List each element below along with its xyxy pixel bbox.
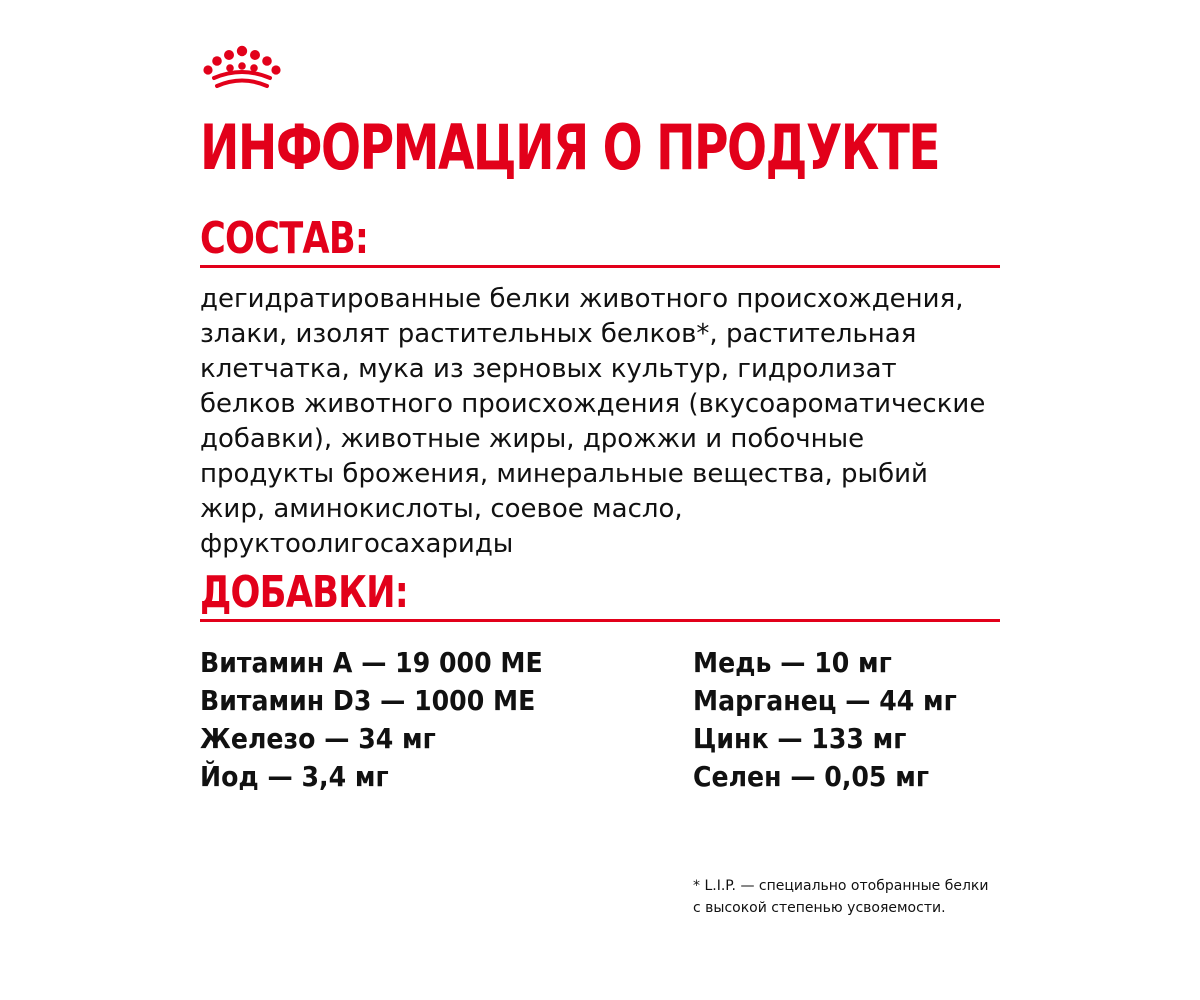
additives-heading: ДОБАВКИ: — [200, 567, 409, 618]
footnote — [693, 875, 1013, 919]
additive-item: Селен — 0,05 мг — [693, 760, 930, 793]
additive-item: Медь — 10 мг — [693, 646, 892, 679]
composition-text: дегидратированные белки животного происхождения, злаки, изолят растительных белков*, растительная клетчатка, мука из зерновых культур, гидролизат белков животного происхождения (вкусоароматические добавки), животные жиры, дрожжи и побочные продукты брожения, минеральные вещества, рыбий жир, аминокислоты, соевое масло, фруктоолигосахариды — [200, 284, 986, 559]
additive-item: Железо — 34 мг — [200, 722, 436, 755]
additive-item: Цинк — 133 мг — [693, 722, 907, 755]
additive-item: Марганец — 44 мг — [693, 684, 957, 717]
additives-divider — [200, 619, 1000, 622]
page-title: ИНФОРМАЦИЯ О ПРОДУКТЕ — [200, 111, 940, 184]
footnote-line: с высокой степенью усвояемости. — [693, 900, 946, 916]
footnote-line: * L.I.P. — специально отобранные белки — [693, 878, 989, 894]
crown-icon — [202, 44, 284, 94]
brand-logo — [202, 44, 284, 94]
composition-divider — [200, 265, 1000, 268]
additive-item: Витамин А — 19 000 МЕ — [200, 646, 543, 679]
additives-list-right — [693, 644, 986, 796]
additive-item: Витамин D3 — 1000 МЕ — [200, 684, 536, 717]
composition-heading: СОСТАВ: — [200, 213, 369, 264]
additives-list-left — [200, 644, 581, 796]
additive-item: Йод — 3,4 мг — [200, 760, 389, 793]
